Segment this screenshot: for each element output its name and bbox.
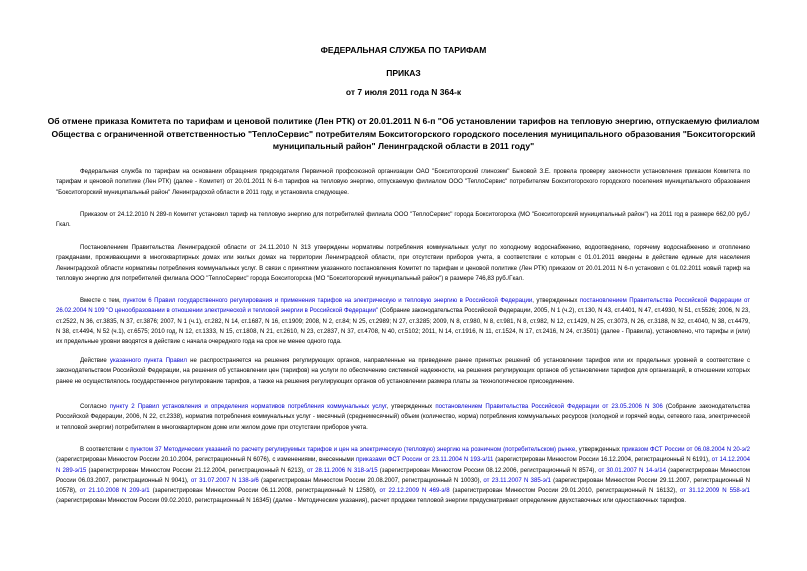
link-government-decree-306[interactable]: постановлением Правительства Российской Федерации от 23.05.2006 N 306 (435, 403, 663, 410)
link-fts-order-289-e15[interactable]: от 14.12.2004 N 289-э/15 (56, 456, 751, 474)
p7-text-7: (зарегистрирован Минюстом России 06.03.2007, регистрационный N 9041), (56, 466, 750, 484)
link-rules-point[interactable]: указанного пункта Правил (109, 357, 187, 364)
p5-text-1: Действие (80, 357, 110, 364)
agency-name: ФЕДЕРАЛЬНАЯ СЛУЖБА ПО ТАРИФАМ (320, 45, 487, 55)
p7-text-9: (зарегистрирован Минюстом России 29.11.2007, регистрационный N 10578), (56, 476, 750, 495)
p7-text-6: (зарегистрирован Минюстом России 08.12.2006, регистрационный N 8574), (377, 466, 599, 474)
p7-text-8: (зарегистрирован Минюстом России 20.08.2007, регистрационный N 10030), (258, 476, 484, 484)
p7-text-2: , утвержденных (575, 446, 622, 453)
p7-text-1: В соответствии с (80, 446, 131, 453)
document-title: Об отмене приказа Комитета по тарифам и ценовой политике (Лен РТК) от 20.01.2011 N 6-п "Об установлении тарифов на тепловую энергию, отпускаемую филиалом Общества с ограниченной ответственностью "ТеплоСервис" потребителям Бокситогорского городского поселения муниципального образования "Бокситогорский муниципальный район" Ленинградской области в 2011 году" (47, 116, 760, 151)
p6-text-2: , утвержденных (386, 403, 436, 410)
link-fts-order-385-e1[interactable]: от 23.11.2007 N 385-э/1 (483, 476, 551, 484)
p5-text-2: не распространяется на решения регулирующих органов, направленные на приведение ранее принятых решений об установлении тарифов или их предельных уровней в соответствие с законодательством Российской Федерации, на решения об установлении цен (тарифов) на услуги по обеспечению системной надежности, на решения регулирующих органов об установлении тарифов для организаций, в отношении которых ранее не осуществлялось государственное регулирование тарифов, а также на решения регулирующих органов об установлении размера платы за технологическое присоединение. (56, 357, 750, 385)
p4-text-1: Вместе с тем, (80, 297, 124, 304)
link-government-decree-109[interactable]: постановлением Правительства Российской Федерации от 26.02.2004 N 109 "О ценообразовании в отношении электрической и тепловой энергии в Российской Федерации" (56, 297, 750, 315)
link-fts-order-558-e1[interactable]: от 31.12.2009 N 558-э/1 (679, 487, 750, 495)
link-fts-order-193-e11[interactable]: приказами ФСТ России от 23.11.2004 N 193-э/11 (355, 456, 494, 464)
p6-text-1: Согласно (80, 403, 110, 410)
paragraph-3: Постановлением Правительства Ленинградской области от 24.11.2010 N 313 утверждены нормативы потребления коммунальных услуг по холодному водоснабжению, водоотведению, горячему водоснабжению и отоплению гражданами, проживающими в многоквартирных домах или жилых домах на территории Ленинградской области, при отсутствии приборов учета, в соответствии с которым с 01.01.2011 введены в действие единые для населения Ленинградской области нормативы потребления коммунальных услуг. В связи с принятием указанного постановления Комитет по тарифам и ценовой политике (Лен РТК) приказом от 20.01.2011 N 6-п установил с 01.02.2011 новый тариф на тепловую энергию для потребителей филиала ООО "ТеплоСервис" города Бокситогорска (МО "Бокситогорский муниципальный район") в размере 746,83 руб./Гкал. (56, 244, 750, 282)
link-guidelines-point-37[interactable]: пунктом 37 Методических указаний по расчету регулируемых тарифов и цен на электрическую (тепловую) энергию на розничном (потребительском) рынке (130, 446, 576, 453)
p7-text-12: (зарегистрирован Минюстом России 09.02.2010, регистрационный N 16345) (далее - Методические указания), расчет продажи тепловой энергии предусматривает определение двухставочных или одноставочных тарифов. (56, 497, 687, 505)
p7-text-11: (зарегистрирован Минюстом России 29.01.2010, регистрационный N 16132), (449, 487, 680, 495)
p6-text-3: (Собрание законодательства Российской Федерации, 2006, N 22, ст.2338), норматив потребления коммунальных услуг - месячный (среднемесячный) объем (количество, норма) потребления коммунальных ресурсов (холодной и горячей воды, сетевого газа, электрической и тепловой энергии) потребителем в многоквартирном доме или жилом доме при отсутствии приборов учета. (56, 403, 751, 431)
paragraph-4 (56, 296, 750, 347)
link-fts-order-209-e1[interactable]: от 21.10.2008 N 209-э/1 (79, 487, 150, 495)
p7-text-4: (зарегистрирован Минюстом России 16.12.2004, регистрационный N 6191), (493, 456, 712, 464)
link-rules-point-2[interactable]: пункту 2 Правил установления и определения нормативов потребления коммунальных услуг (109, 403, 387, 410)
p7-text-10: (зарегистрирован Минюстом России 06.11.2008, регистрационный N 12580), (149, 487, 380, 495)
document-type: ПРИКАЗ (386, 68, 421, 78)
paragraph-6 (56, 402, 750, 433)
paragraph-5 (56, 356, 750, 387)
paragraph-2: Приказом от 24.12.2010 N 289-п Комитет установил тариф на тепловую энергию для потребителей филиала ООО "ТеплоСервис" города Бокситогорска (МО "Бокситогорский муниципальный район") на 2011 год в размере 662,00 руб./Гкал. (56, 211, 750, 229)
link-fts-order-14-e14[interactable]: от 30.01.2007 N 14-э/14 (598, 466, 666, 474)
link-fts-order-20-e2[interactable]: приказом ФСТ России от 06.08.2004 N 20-э/2 (621, 446, 750, 453)
p7-text-5: (зарегистрирован Минюстом России 21.12.2004, регистрационный N 6213), (86, 466, 307, 474)
link-rules-point-6[interactable]: пунктом 6 Правил государственного регулирования и применения тарифов на электрическую и тепловую энергию в Российской Федерации (123, 297, 533, 304)
link-fts-order-469-e8[interactable]: от 22.12.2009 N 469-э/8 (379, 487, 450, 495)
p4-text-2: , утвержденных (532, 297, 580, 304)
link-fts-order-138-e6[interactable]: от 31.07.2007 N 138-э/6 (190, 476, 259, 484)
paragraph-1: Федеральная служба по тарифам на основании обращения председателя Первичной профсоюзной организации ОАО "Бокситогорский глинозем" Быковой З.Е. провела проверку законности установления приказом Комитета по тарифам и ценовой политике (Лен РТК) (далее - Комитет) от 20.01.2011 N 6-п тарифов на тепловую энергию, отпускаемую филиалом ООО "ТеплоСервис" потребителям Бокситогорского городского поселения муниципального образования "Бокситогорский муниципальный район" Ленинградской области в 2011 году, и установила следующее. (56, 168, 750, 196)
p7-text-3: (зарегистрирован Минюстом России 20.10.2004, регистрационный N 6076), с изменениями, внесенными (56, 456, 356, 464)
document-date-number: от 7 июля 2011 года N 364-к (345, 87, 462, 97)
link-fts-order-318-e15[interactable]: от 28.11.2006 N 318-э/15 (306, 466, 378, 474)
paragraph-7 (56, 445, 750, 507)
p4-text-3: (Собрание законодательства Российской Федерации, 2005, N 1 (ч.2), ст.130, N 43, ст.4401, N 47, ст.4930, N 51, ст.5526; 2006, N 23, ст.2522, N 36, ст.3835, N 37, ст.3876; 2007, N 1 (ч.1), ст.282, N 14, ст.1687, N 16, ст.1909; 2008, N 2, ст.84; N 25, ст.2989; N 27, ст.3285; 2009, N 8, ст.980, N 8, ст.981, N 8, ст.982, N 12, ст.1429, N 25, ст.3073, N 26, ст.3188, N 32, ст.4040, N 38, ст.4479, N 38, ст.4494, N 52 (ч.1), ст.6575; 2010 год, N 12, ст.1333, N 15, ст.1808, N 21, ст.2610, N 23, ст.2837, N 37, ст.4708, N 40, ст.5102; 2011, N 14, ст.1916, N 11, ст.1524, N 17, ст.2416, N 24, ст.3501) (далее - Правила), установлено, что тарифы и (или) их предельные уровни вводятся в действие с начала очередного года на срок не менее одного года. (56, 307, 750, 346)
